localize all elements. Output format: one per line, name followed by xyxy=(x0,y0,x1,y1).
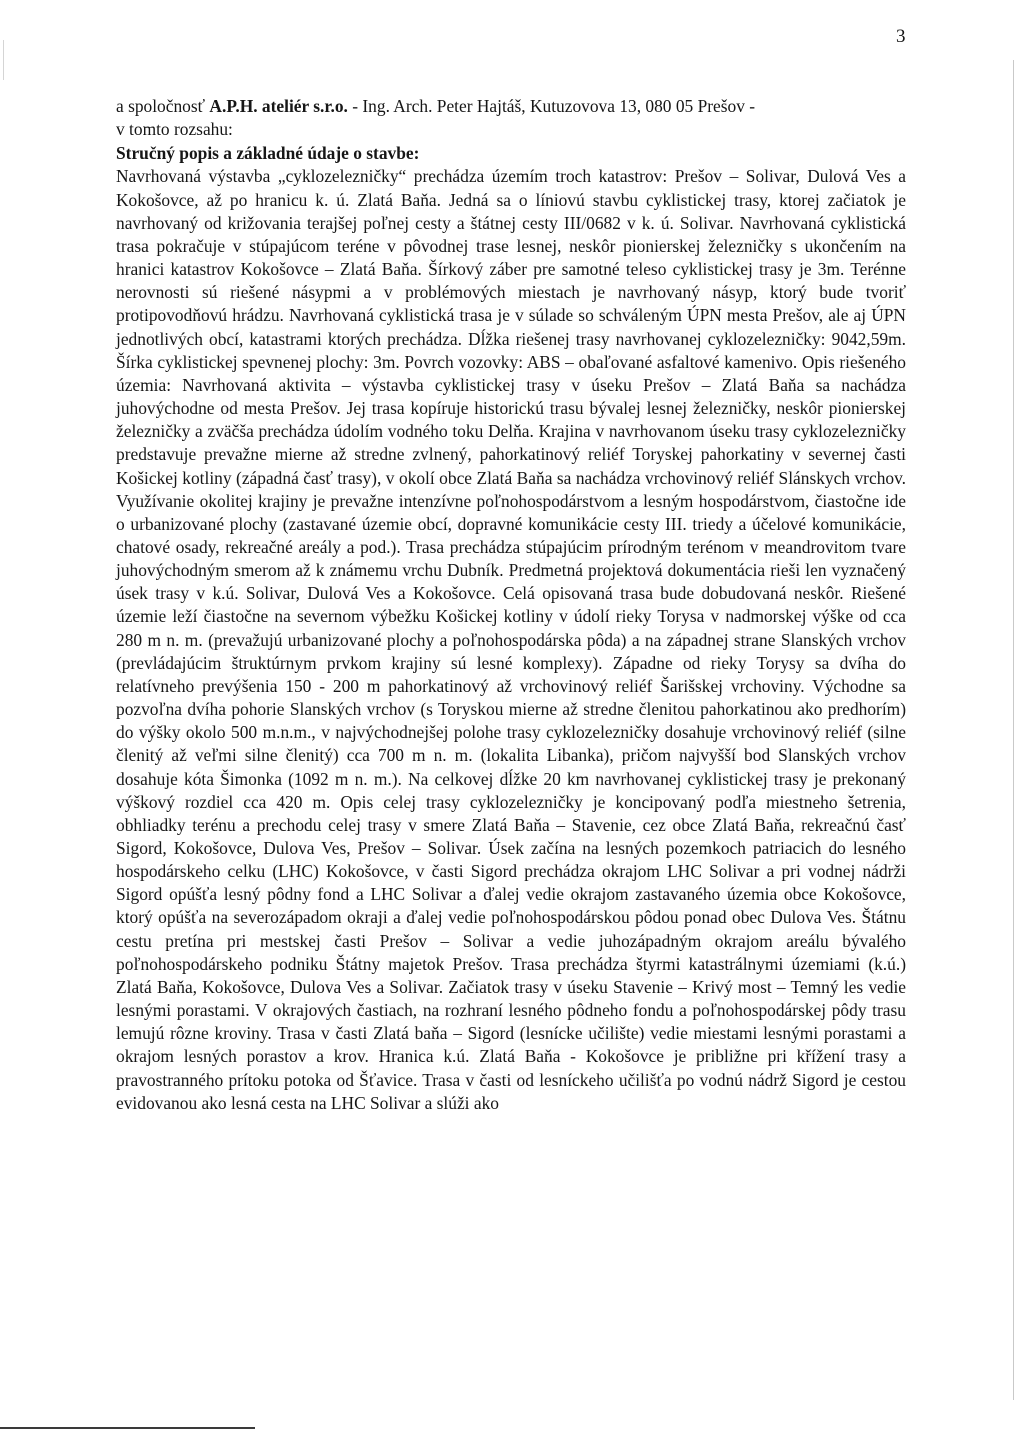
intro-line xyxy=(116,95,906,118)
intro-scope-line: v tomto rozsahu: xyxy=(116,119,233,140)
intro-suffix: - Ing. Arch. Peter Hajtáš, Kutuzovova 13, 080 05 Prešov - xyxy=(347,96,756,116)
document-body xyxy=(116,95,906,1115)
scan-edge-line xyxy=(1013,60,1014,1400)
body-paragraph: Navrhovaná výstavba „cyklozelezničky“ prechádza územím troch katastrov: Prešov – Solivar, Dulová Ves a Kokošovce, až po hranicu k. ú. Zlatá Baňa. Jedná sa o líniovú stavbu cyklistickej trasy, ktorej začiatok je navrhovaný od križovania terajšej poľnej cesty a štátnej cesty III/0682 v k. ú. Solivar. Navrhovaná cyklistická trasa pokračuje v stúpajúcom teréne v pôvodnej trase lesnej, neskôr pionierskej železničky s ukončením na hranici katastrov Kokošovce – Zlatá Baňa. Šírkový záber pre samotné teleso cyklistickej trasy je 3m. Terénne nerovnosti sú riešené násypmi a v problémových miestach je navrhovaný násyp, ktorý bude tvoriť protipovodňovú hrádzu. Navrhovaná cyklistická trasa je v súlade so schváleným ÚPN mesta Prešov, ale aj ÚPN jednotlivých obcí, katastrami ktorých prechádza. Dĺžka riešenej trasy navrhovanej cyklozelezničky: 9042,59m. Šírka cyklistickej spevnenej plochy: 3m. Povrch vozovky: ABS – obaľované asfaltové kamenivo. Opis riešeného územia: Navrhovaná aktivita – výstavba cyklistickej trasy v úseku Prešov – Zlatá Baňa sa nachádza juhovýchodne od mesta Prešov. Jej trasa kopíruje historickú trasu bývalej lesnej železničky, neskôr pionierskej železničky a zväčša prechádza údolím vodného toku Delňa. Krajina v navrhovanom úseku trasy cyklozelezničky predstavuje prevažne mierne až stredne zvlnený, pahorkatinový reliéf Toryskej pahorkatiny v severnej časti Košickej kotliny (západná časť trasy), v okolí obce Zlatá Baňa sa nachádza vrchovinový reliéf Slánskych vrchov. Využívanie okolitej krajiny je prevažne intenzívne poľnohospodárstvom a lesným hospodárstvom, čiastočne ide o urbanizované plochy (zastavané územie obcí, dopravné komunikácie cesty III. triedy a účelové komunikácie, chatové osady, rekreačné areály a pod.). Trasa prechádza stúpajúcim prírodným terénom v meandrovitom tvare juhovýchodným smerom až k známemu vrchu Dubník. Predmetná projektová dokumentácia rieši len vyznačený úsek trasy v k.ú. Solivar, Dulová Ves a Kokošovce. Celá opisovaná trasa bude dobudovaná neskôr. Riešené územie leží čiastočne na severnom výbežku Košickej kotliny v údolí rieky Torysa v nadmorskej výške od cca 280 m n. m. (prevažujú urbanizované plochy a poľnohospodárska pôda) a na západnej strane Slanských vrchov (prevládajúcim štruktúrnym prvkom krajiny sú lesné komplexy). Západne od rieky Torysy sa dvíha do relatívneho prevýšenia 150 - 200 m pahorkatinový až vrchovinový reliéf Šarišskej vrchoviny. Východne sa pozvoľna dvíha pohorie Slanských vrchov (s Toryskou mierne až stredne členitou pahorkatinou ako predhorím) do výšky okolo 500 m.n.m., v najvýchodnejšej polohe trasy cyklozelezničky dosahuje vrchovinový reliéf (silne členitý až veľmi silne členitý) cca 700 m n. m. (lokalita Libanka), pričom najvyšší bod Slanských vrchov dosahuje kóta Šimonka (1092 m n. m.). Na celkovej dĺžke 20 km navrhovanej cyklistickej trasy je prekonaný výškový rozdiel cca 420 m. Opis celej trasy cyklozelezničky je koncipovaný podľa miestneho šetrenia, obhliadky terénu a prechodu celej trasy v smere Zlatá Baňa – Stavenie, cez obce Zlatá Baňa, rekreačnú časť Sigord, Kokošovce, Dulova Ves, Prešov – Solivar. Úsek začína na lesných pozemkoch patriacich do lesného hospodárskeho celku (LHC) Kokošovce, v časti Sigord prechádza okrajom LHC Solivar a pri vodnej nádrži Sigord opúšťa lesný pôdny fond a LHC Solivar a ďalej vedie okrajom zastavaného územia obce Kokošovce, ktorý opúšťa na severozápadom okraji a ďalej vedie poľnohospodárskou pôdou ponad obec Dulova Ves. Štátnu cestu pretína pri mestskej časti Prešov – Solivar a vedie juhozápadným okrajom areálu bývalého poľnohospodárskeho podniku Štátny majetok Prešov. Trasa prechádza štyrmi katastrálnymi územiami (k.ú.) Zlatá Baňa, Kokošovce, Dulova Ves a Solivar. Začiatok trasy v úseku Stavenie – Krivý most – Temný les vedie lesnými porastami. V okrajových častiach, na rozhraní lesného pôdneho fondu a poľnohospodárskej pôdy trasu lemujú rôzne kroviny. Trasa v časti Zlatá baňa – Sigord (lesnícke učilište) vedie miestami lesnými porastami a okrajom lesných porastov a krov. Hranica k.ú. Zlatá Baňa - Kokošovce je približne pri křížení trasy a pravostranného prítoku potoka od Šťavice. Trasa v časti od lesníckeho učilišťa po vodnú nádrž Sigord je cestou evidovanou ako lesná cesta na LHC Solivar a slúži ako xyxy=(116,166,906,1113)
company-name: A.P.H. ateliér s.r.o. xyxy=(209,96,348,116)
bottom-rule xyxy=(0,1427,255,1429)
intro-prefix: a spoločnosť xyxy=(116,96,210,116)
section-heading: Stručný popis a základné údaje o stavbe: xyxy=(116,143,420,164)
scan-edge-mark xyxy=(3,40,4,80)
page-number: 3 xyxy=(896,26,906,47)
